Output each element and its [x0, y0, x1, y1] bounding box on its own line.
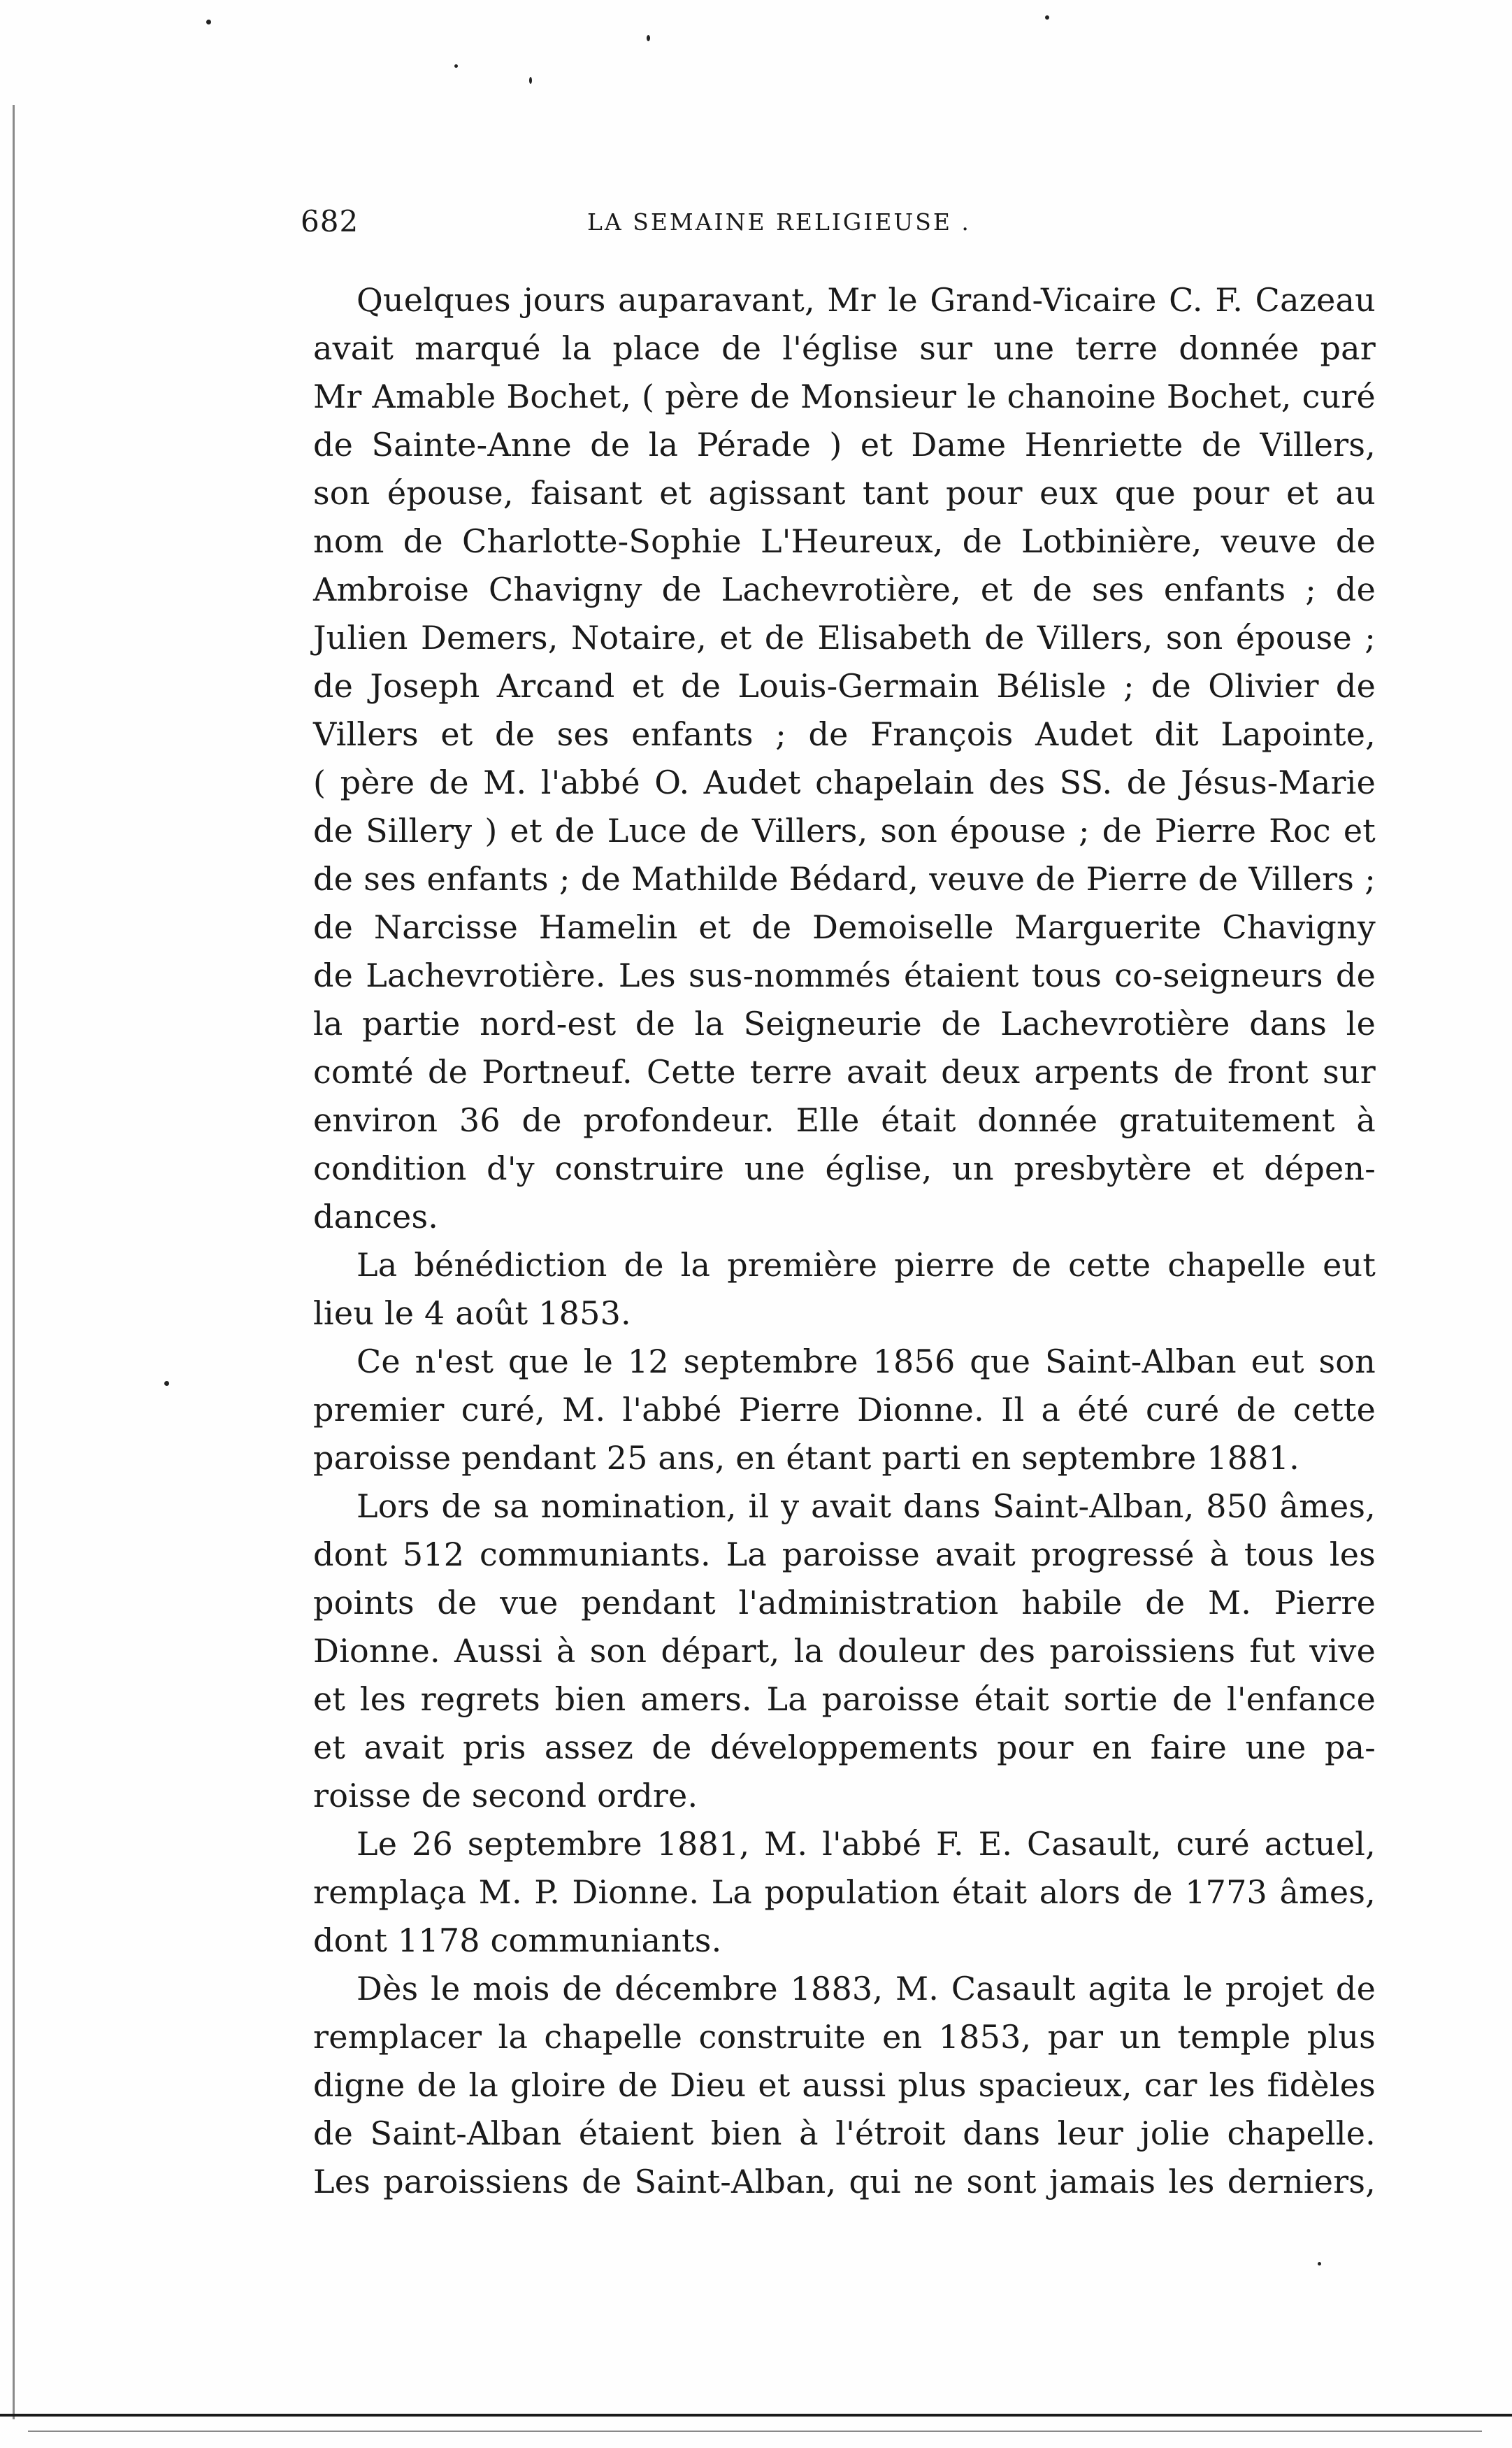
text-line: remplacer la chapelle construite en 1853, par un temple plus	[313, 2018, 1376, 2056]
text-line: de Sainte-Anne de la Pérade ) et Dame Henriette de Villers,	[313, 426, 1376, 464]
text-line: dont 1178 communiants.	[313, 1921, 722, 1959]
text-line: Les paroissiens de Saint-Alban, qui ne sont jamais les derniers,	[313, 2163, 1376, 2200]
text-line: Mr Amable Bochet, ( père de Monsieur le chanoine Bochet, curé	[313, 378, 1376, 415]
scan-speck	[1045, 15, 1049, 20]
scan-speck	[529, 77, 532, 84]
scan-speck	[454, 64, 458, 68]
scan-speck	[1318, 2262, 1321, 2266]
text-line: de Joseph Arcand et de Louis-Germain Bélisle ; de Olivier de	[313, 667, 1376, 705]
text-line: nom de Charlotte-Sophie L'Heureux, de Lotbinière, veuve de	[313, 522, 1376, 560]
text-line: lieu le 4 août 1853.	[313, 1294, 631, 1332]
text-line: Ambroise Chavigny de Lachevrotière, et de ses enfants ; de	[313, 571, 1376, 608]
bottom-page-edge-rule	[0, 2414, 1512, 2417]
text-line: de Sillery ) et de Luce de Villers, son épouse ; de Pierre Roc et	[313, 812, 1376, 850]
text-line: Dionne. Aussi à son départ, la douleur des paroissiens fut vive	[313, 1632, 1376, 1670]
text-line: paroisse pendant 25 ans, en étant parti en septembre 1881.	[313, 1439, 1299, 1477]
text-line: son épouse, faisant et agissant tant pour eux que pour et au	[313, 474, 1376, 512]
page-number: 682	[301, 204, 359, 238]
text-line: et les regrets bien amers. La paroisse était sortie de l'enfance	[313, 1680, 1376, 1718]
scan-speck	[206, 20, 211, 24]
scan-speck	[647, 35, 650, 41]
text-line: de Saint-Alban étaient bien à l'étroit dans leur jolie chapelle.	[313, 2114, 1376, 2152]
text-line: remplaça M. P. Dionne. La population était alors de 1773 âmes,	[313, 1873, 1376, 1911]
text-line: et avait pris assez de développements pour en faire une pa-	[313, 1728, 1376, 1766]
text-line: dances.	[313, 1198, 439, 1236]
text-line: Lors de sa nomination, il y avait dans Saint-Alban, 850 âmes,	[357, 1487, 1376, 1525]
left-page-edge-rule	[13, 105, 15, 2419]
text-line: condition d'y construire une église, un presbytère et dépen-	[313, 1150, 1376, 1187]
text-line: Villers et de ses enfants ; de François Audet dit Lapointe,	[313, 715, 1376, 753]
text-line: Quelques jours auparavant, Mr le Grand-Vicaire C. F. Cazeau	[357, 281, 1376, 319]
text-line: dont 512 communiants. La paroisse avait progressé à tous les	[313, 1536, 1376, 1573]
text-line: la partie nord-est de la Seigneurie de Lachevrotière dans le	[313, 1005, 1376, 1043]
text-line: premier curé, M. l'abbé Pierre Dionne. Il a été curé de cette	[313, 1391, 1376, 1429]
text-line: de Lachevrotière. Les sus-nommés étaient tous co-seigneurs de	[313, 957, 1376, 994]
text-line: roisse de second ordre.	[313, 1777, 698, 1814]
text-line: comté de Portneuf. Cette terre avait deux arpents de front sur	[313, 1053, 1376, 1091]
text-line: digne de la gloire de Dieu et aussi plus spacieux, car les fidèles	[313, 2066, 1376, 2104]
text-line: Ce n'est que le 12 septembre 1856 que Saint-Alban eut son	[357, 1343, 1376, 1380]
text-line: Le 26 septembre 1881, M. l'abbé F. E. Casault, curé actuel,	[357, 1825, 1376, 1863]
text-line: avait marqué la place de l'église sur une terre donnée par	[313, 329, 1376, 367]
text-line: Dès le mois de décembre 1883, M. Casault agita le projet de	[357, 1970, 1376, 2007]
body-text	[313, 276, 1376, 2206]
text-line: environ 36 de profondeur. Elle était donnée gratuitement à	[313, 1101, 1376, 1139]
text-line: La bénédiction de la première pierre de cette chapelle eut	[357, 1246, 1376, 1284]
bottom-page-edge-rule-secondary	[28, 2431, 1482, 2432]
text-line: points de vue pendant l'administration habile de M. Pierre	[313, 1584, 1376, 1622]
text-line: ( père de M. l'abbé O. Audet chapelain des SS. de Jésus-Marie	[313, 764, 1376, 801]
text-line: Julien Demers, Notaire, et de Elisabeth de Villers, son épouse ;	[313, 619, 1376, 657]
text-line: de ses enfants ; de Mathilde Bédard, veuve de Pierre de Villers ;	[313, 860, 1376, 898]
running-title: LA SEMAINE RELIGIEUSE .	[587, 208, 971, 236]
page-header	[301, 204, 1223, 246]
scan-speck	[164, 1381, 169, 1386]
text-line: de Narcisse Hamelin et de Demoiselle Marguerite Chavigny	[313, 908, 1376, 946]
